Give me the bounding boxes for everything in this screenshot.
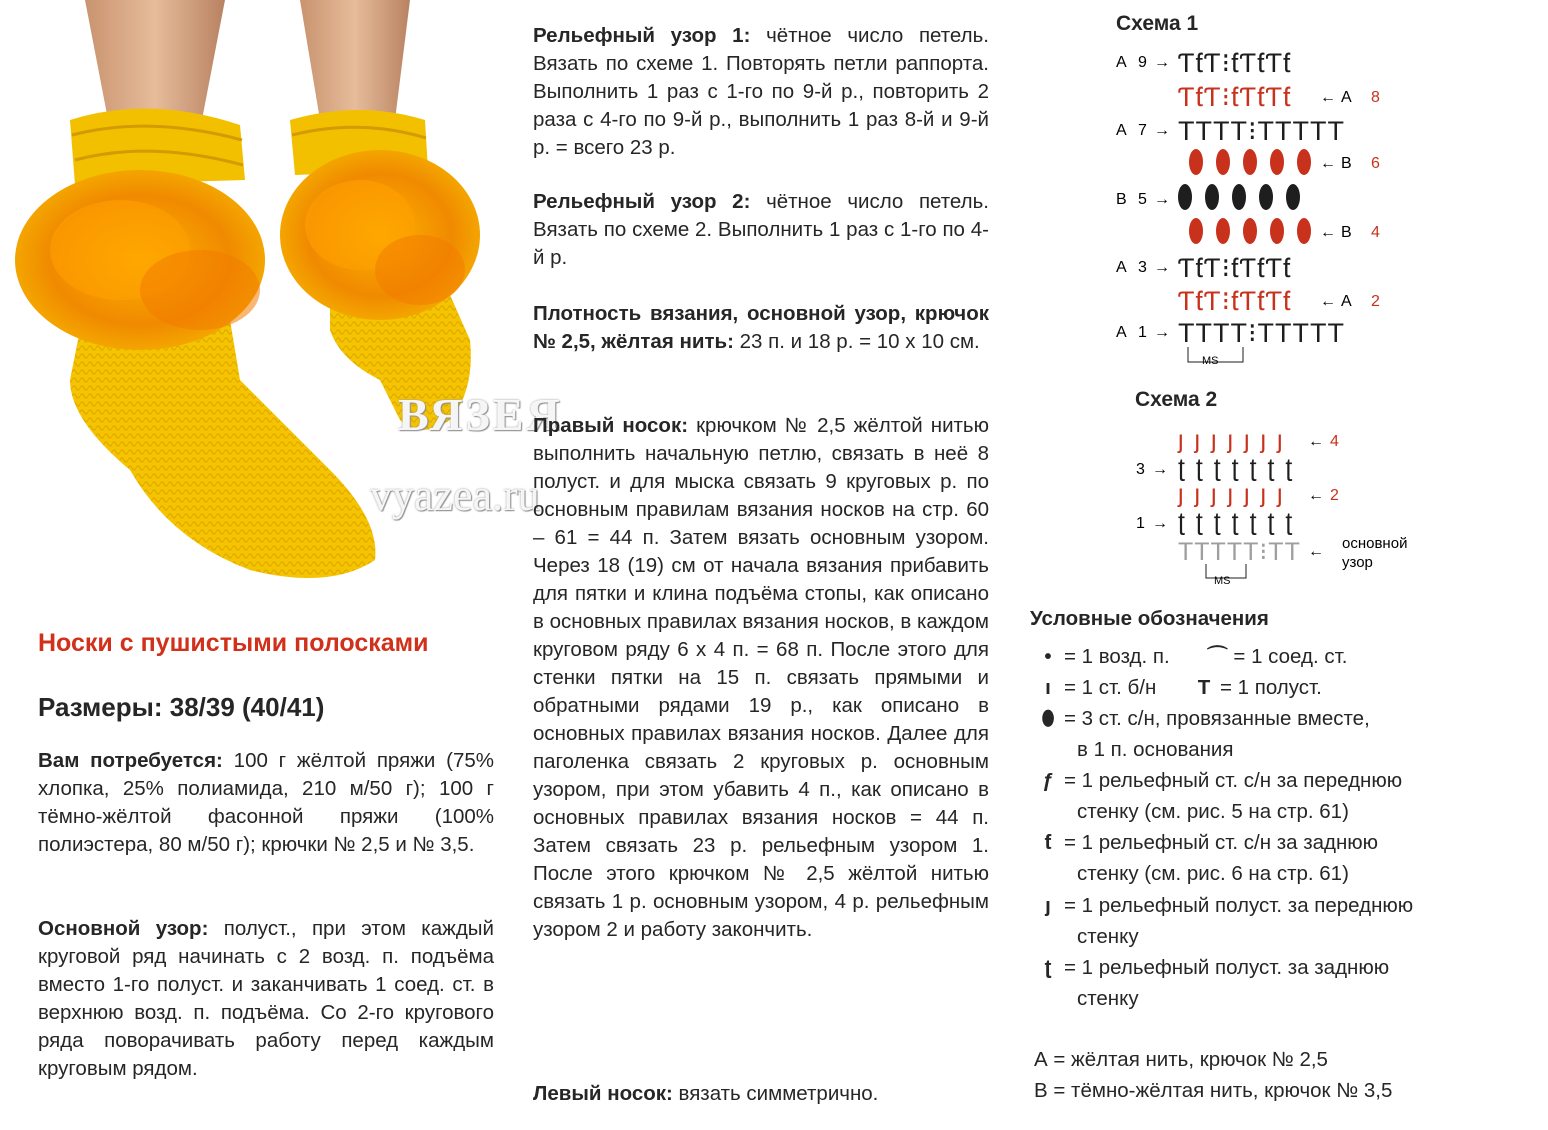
scheme1-letter-6: В <box>1341 155 1352 172</box>
legend-item-bpdc-cont: стенку (см. рис. 6 на стр. 61) <box>1077 862 1349 885</box>
scheme1-stitches-8: ƬƭƬ⁝ƭƬƭƬƭ <box>1178 82 1292 112</box>
legend-row-2 <box>1032 674 1322 702</box>
scheme1-row-9: 9 <box>1138 54 1147 71</box>
scheme1-arrow-5: → <box>1154 191 1170 208</box>
legend-item-sc: = 1 ст. б/н <box>1064 676 1157 699</box>
sizes-value: 38/39 (40/41) <box>169 692 325 722</box>
scheme1-arrow-3: → <box>1154 259 1170 276</box>
scheme2-row-3: 3 <box>1136 461 1145 478</box>
scheme1-row-2: 2 <box>1371 293 1380 310</box>
scheme1-row-4: 4 <box>1371 224 1380 241</box>
needs-paragraph <box>38 747 494 859</box>
yarn-a-letter: А <box>1034 1048 1048 1071</box>
left-sock-paragraph <box>533 1080 989 1108</box>
legend-item-cluster-cont: в 1 п. основания <box>1077 738 1234 761</box>
legend-item-slip: = 1 соед. ст. <box>1233 645 1348 668</box>
yarn-a-text: = жёлтая нить, крючок № 2,5 <box>1053 1048 1328 1071</box>
scheme1-arrow-2: ← <box>1320 293 1336 310</box>
front-post-hdc-icon: ȷ <box>1045 894 1051 917</box>
scheme1-row-6: 6 <box>1371 155 1380 172</box>
scheme2-base-label-2: узор <box>1342 554 1373 571</box>
scheme1-arrow-7: → <box>1154 122 1170 139</box>
scheme1-arrow-1: → <box>1154 324 1170 341</box>
needs-text: 100 г жёлтой пряжи (75% хлопка, 25% полиамида, 210 м/50 г); 100 г тёмно-жёлтой фасонной пряжи (100% полиэстера, 80 м/50 г); крючки № 2,5 и № 3,5. <box>38 749 495 856</box>
scheme2-row-1: 1 <box>1136 515 1145 532</box>
right-leg <box>300 0 410 120</box>
basic-pattern-paragraph <box>38 915 494 1083</box>
scheme1-stitches-1: TTTT⁝TTTTT <box>1178 318 1346 348</box>
scheme1-row-1: 1 <box>1138 324 1147 341</box>
yarn-b-letter: В <box>1034 1079 1048 1102</box>
left-sock-text: вязать симметрично. <box>678 1082 879 1105</box>
density-label: Плотность вязания, основной узор, крючок № 2,5, жёлтая нить: <box>533 302 989 353</box>
legend-row-5 <box>1032 829 1378 857</box>
scheme1-stitches-9: ƬƭƬ⁝ƭƬƭƬƭ <box>1178 48 1292 78</box>
scheme2-ms: MS <box>1214 575 1231 587</box>
watermark-title: ВЯЗЕЯ <box>398 389 563 440</box>
scheme2-arrow-base: ← <box>1308 543 1324 560</box>
legend-title: Условные обозначения <box>1030 607 1269 630</box>
legend-row-7 <box>1032 954 1389 982</box>
scheme1-arrow-9: → <box>1154 54 1170 71</box>
scheme2-arrow-2: ← <box>1308 487 1324 504</box>
scheme2-stitches-2: ȷ ȷ ȷ ȷ ȷ ȷ ȷ <box>1178 480 1285 508</box>
chain-dot-icon: • <box>1044 645 1052 668</box>
legend-row-1 <box>1032 643 1347 671</box>
back-post-hdc-icon: ʈ <box>1044 956 1052 979</box>
scheme1-letter-4: В <box>1341 224 1352 241</box>
scheme2-arrow-3: → <box>1152 461 1168 478</box>
legend-row-3 <box>1032 705 1370 733</box>
scheme2-row-4: 4 <box>1330 433 1339 450</box>
scheme2-stitches-base: TTTTT⁝TT <box>1178 538 1301 566</box>
legend-item-fpdc-cont: стенку (см. рис. 5 на стр. 61) <box>1077 800 1349 823</box>
relief2-label: Рельефный узор 2: <box>533 190 751 213</box>
density-text: 23 п. и 18 р. = 10 х 10 см. <box>739 330 980 353</box>
scheme1-stitches-3: ƬƭƬ⁝ƭƬƭƬƭ <box>1178 253 1292 283</box>
right-sock-paragraph <box>533 412 989 944</box>
scheme1-title: Схема 1 <box>1116 12 1199 35</box>
scheme1-stitches-2: ƬƭƬ⁝ƭƬƭƬƭ <box>1178 286 1292 316</box>
legend-item-chain: = 1 возд. п. <box>1064 645 1170 668</box>
left-sock-label: Левый носок: <box>533 1082 673 1105</box>
legend-item-bphdc: = 1 рельефный полуст. за заднюю <box>1064 956 1390 979</box>
yarn-a-line <box>1034 1044 1328 1075</box>
right-sock-text: крючком № 2,5 жёлтой нитью выполнить начальную петлю, связать в неё 8 полуст. и для мыска связать 9 круговых р. по основным правилам вязания носков на стр. 60 – 61 = 44 п. Затем вязать основным узором. Через 18 (19) см от начала вязания прибавить для пятки и клина подъёма стопы, как описано в основных правилах вязания носков, в каждом круговом ряду 6 х 4 п. = 68 п. После этого для стенки пятки на 15 п. связать прямыми и обратными рядами 19 р., как описано в основных правилах вязания носков. Далее для паголенка связать 2 круговых р. основным узором, при этом убавить 4 п., как описано в основных правилах вязания носков = 44 п. Затем связать 23 р. рельефным узором 1. После этого крючком № 2,5 жёлтой нитью связать 1 р. основным узором, 4 р. рельефным узором 2 и работу закончить. <box>533 414 989 941</box>
density-paragraph <box>533 300 989 356</box>
relief1-label: Рельефный узор 1: <box>533 24 751 47</box>
half-double-icon: T <box>1197 676 1211 699</box>
scheme1-row-3: 3 <box>1138 259 1147 276</box>
right-sock <box>280 110 480 430</box>
back-post-dc-icon: ƭ <box>1044 831 1052 854</box>
relief1-paragraph <box>533 22 989 162</box>
yarn-b-text: = тёмно-жёлтая нить, крючок № 3,5 <box>1053 1079 1393 1102</box>
basic-pattern-label: Основной узор: <box>38 917 209 940</box>
legend-item-hdc: = 1 полуст. <box>1219 676 1322 699</box>
relief1-text: чётное число петель. Вязать по схеме 1. Повторять петли раппорта. Выполнить 1 раз с 1-го по 9-й р., повторить 2 раза с 4-го по 9-й р., выполнить 1 раз 8-й и 9-й р. = всего 23 р. <box>533 24 989 159</box>
scheme2-diagram <box>1128 420 1448 590</box>
watermark-url: vyazea.ru <box>370 471 540 520</box>
scheme1-row-7: 7 <box>1138 122 1147 139</box>
scheme1-arrow-4: ← <box>1320 224 1336 241</box>
scheme1-diagram <box>1108 42 1408 372</box>
scheme2-base-label-1: основной <box>1342 535 1408 552</box>
scheme2-arrow-1: → <box>1152 515 1168 532</box>
scheme1-stitches-4 <box>1189 218 1311 244</box>
sizes-label: Размеры: <box>38 692 163 722</box>
relief2-paragraph <box>533 188 989 272</box>
scheme1-arrow-6: ← <box>1320 155 1336 172</box>
scheme1-letter-9: А <box>1116 54 1127 71</box>
front-post-dc-icon: ƒ <box>1042 769 1054 792</box>
scheme1-row-8: 8 <box>1371 89 1380 106</box>
legend-item-bphdc-cont: стенку <box>1077 987 1139 1010</box>
scheme2-stitches-1: ʈ ʈ ʈ ʈ ʈ ʈ ʈ <box>1178 508 1295 536</box>
slip-stitch-icon: ⌒ <box>1207 645 1228 668</box>
legend-item-fphdc-cont: стенку <box>1077 925 1139 948</box>
yarn-b-line <box>1034 1075 1392 1106</box>
single-crochet-icon: ı <box>1045 676 1051 699</box>
legend-item-fphdc: = 1 рельефный полуст. за переднюю <box>1064 894 1414 917</box>
scheme2-stitches-4: ȷ ȷ ȷ ȷ ȷ ȷ ȷ <box>1178 426 1285 454</box>
scheme1-letter-3: А <box>1116 259 1127 276</box>
scheme1-letter-1: А <box>1116 324 1127 341</box>
scheme1-ms: MS <box>1202 355 1219 367</box>
scheme2-arrow-4: ← <box>1308 433 1324 450</box>
scheme1-letter-7: А <box>1116 122 1127 139</box>
legend-item-cluster: = 3 ст. с/н, провязанные вместе, <box>1064 707 1370 730</box>
article-title: Носки с пушистыми полосками <box>38 629 429 657</box>
scheme2-title: Схема 2 <box>1135 388 1218 411</box>
scheme1-row-5: 5 <box>1138 191 1147 208</box>
sizes-line <box>38 692 324 723</box>
scheme1-arrow-8: ← <box>1320 89 1336 106</box>
scheme1-stitches-7: TTTT⁝TTTTT <box>1178 116 1346 146</box>
legend-item-bpdc: = 1 рельефный ст. с/н за заднюю <box>1064 831 1379 854</box>
cluster-icon: ⬮ <box>1041 707 1055 730</box>
scheme2-row-2: 2 <box>1330 487 1339 504</box>
relief2-text: чётное число петель. Вязать по схеме 2. Выполнить 1 раз с 1-го по 4-й р. <box>533 190 989 269</box>
legend-row-6 <box>1032 892 1413 920</box>
scheme2-stitches-3: ʈ ʈ ʈ ʈ ʈ ʈ ʈ <box>1178 454 1295 482</box>
needs-label: Вам потребуется: <box>38 749 223 772</box>
legend-item-fpdc: = 1 рельефный ст. с/н за переднюю <box>1064 769 1403 792</box>
scheme1-letter-8: А <box>1341 89 1352 106</box>
right-sock-label: Правый носок: <box>533 414 689 437</box>
scheme1-stitches-5 <box>1178 184 1300 210</box>
legend-row-4 <box>1032 767 1402 795</box>
scheme1-letter-2: А <box>1341 293 1352 310</box>
basic-pattern-text: полуст., при этом каждый круговой ряд начинать с 2 возд. п. подъёма вместо 1-го полуст. и заканчивать 1 соед. ст. в верхнюю возд. п. подъёма. Со 2-го кругового ряда поворачивать работу перед каждым круговым рядом. <box>38 917 494 1080</box>
scheme1-letter-5: В <box>1116 191 1127 208</box>
scheme1-stitches-6 <box>1189 149 1311 175</box>
